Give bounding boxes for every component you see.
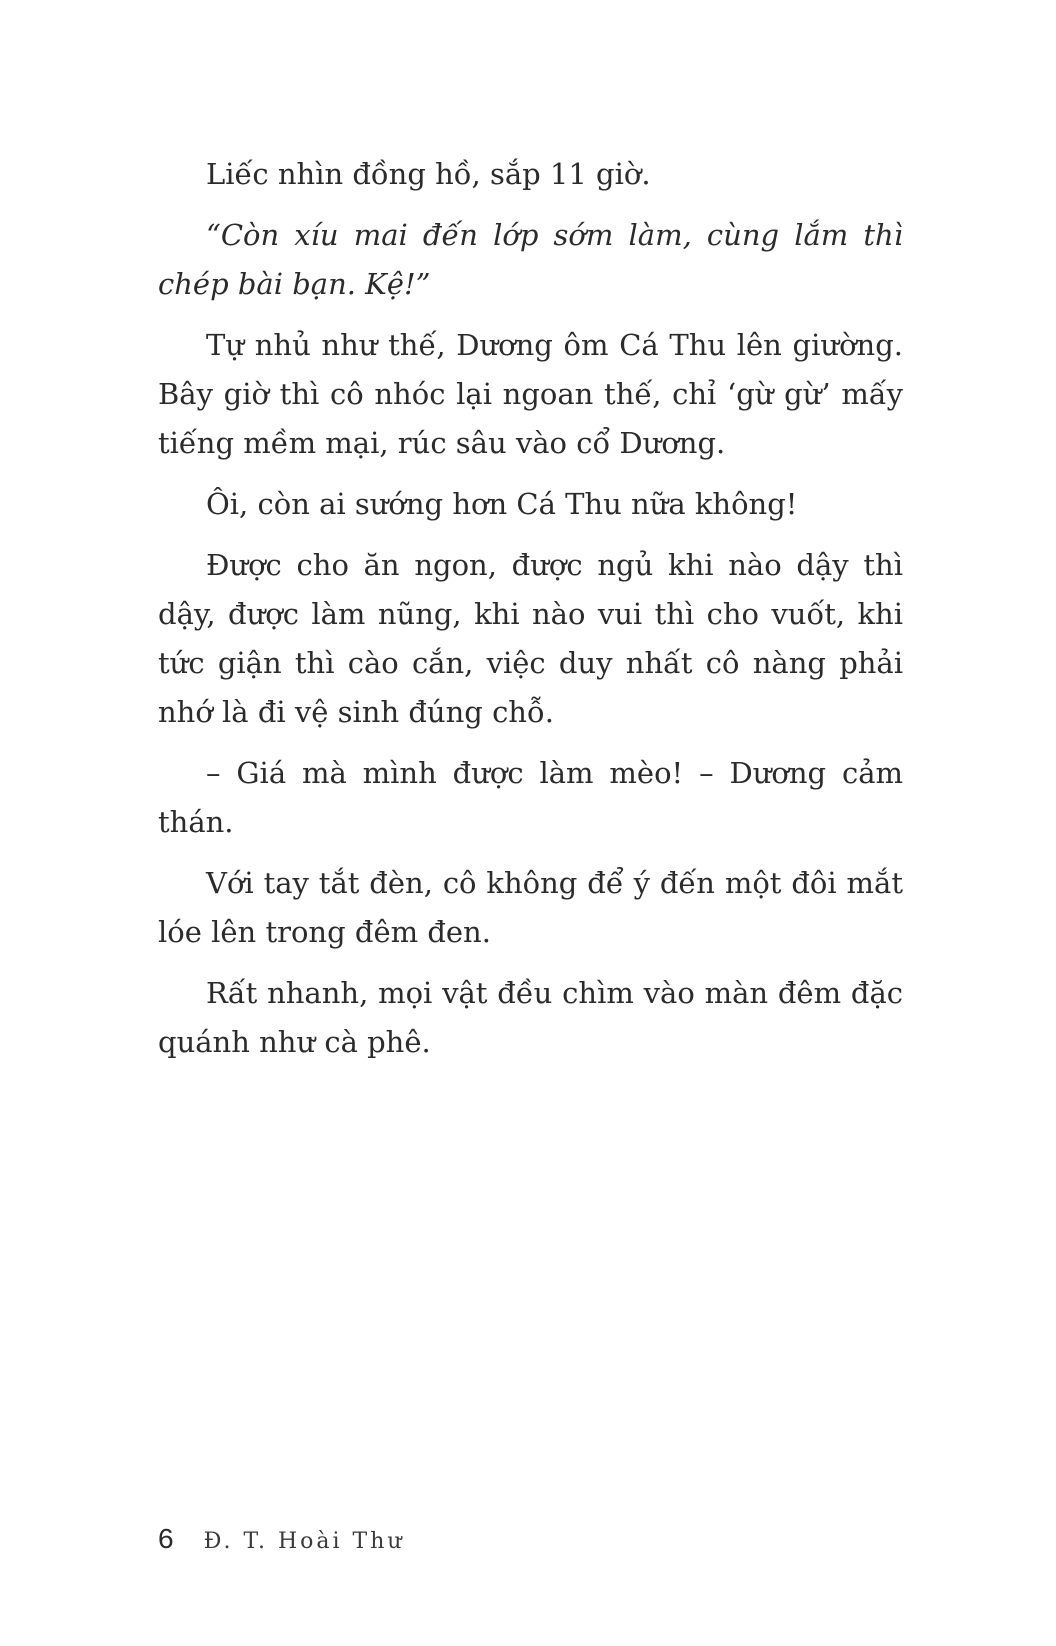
paragraph-1: Liếc nhìn đồng hồ, sắp 11 giờ. xyxy=(206,157,651,191)
author-name: Đ. T. Hoài Thư xyxy=(203,1529,405,1554)
paragraph-5: Được cho ăn ngon, được ngủ khi nào dậy thì dậy, được làm nũng, khi nào vui thì cho vuốt, khi tức giận thì cào cắn, việc duy nhất cô nàng phải nhớ là đi vệ sinh đúng chỗ. xyxy=(158,548,903,729)
paragraph-7: Với tay tắt đèn, cô không để ý đến một đôi mắt lóe lên trong đêm đen. xyxy=(158,866,903,949)
body-text xyxy=(158,150,903,1079)
paragraph-8: Rất nhanh, mọi vật đều chìm vào màn đêm đặc quánh như cà phê. xyxy=(158,976,903,1059)
paragraph-4: Ôi, còn ai sướng hơn Cá Thu nữa không! xyxy=(206,487,798,521)
page-number: 6 xyxy=(158,1523,174,1554)
paragraph-2-italic-thought: “Còn xíu mai đến lớp sớm làm, cùng lắm thì chép bài bạn. Kệ!” xyxy=(158,218,903,301)
page-footer xyxy=(158,1523,405,1563)
paragraph-6-dialogue: – Giá mà mình được làm mèo! – Dương cảm thán. xyxy=(158,756,903,839)
paragraph-3: Tự nhủ như thế, Dương ôm Cá Thu lên giường. Bây giờ thì cô nhóc lại ngoan thế, chỉ ‘gừ gừ’ mấy tiếng mềm mại, rúc sâu vào cổ Dương. xyxy=(158,328,903,460)
